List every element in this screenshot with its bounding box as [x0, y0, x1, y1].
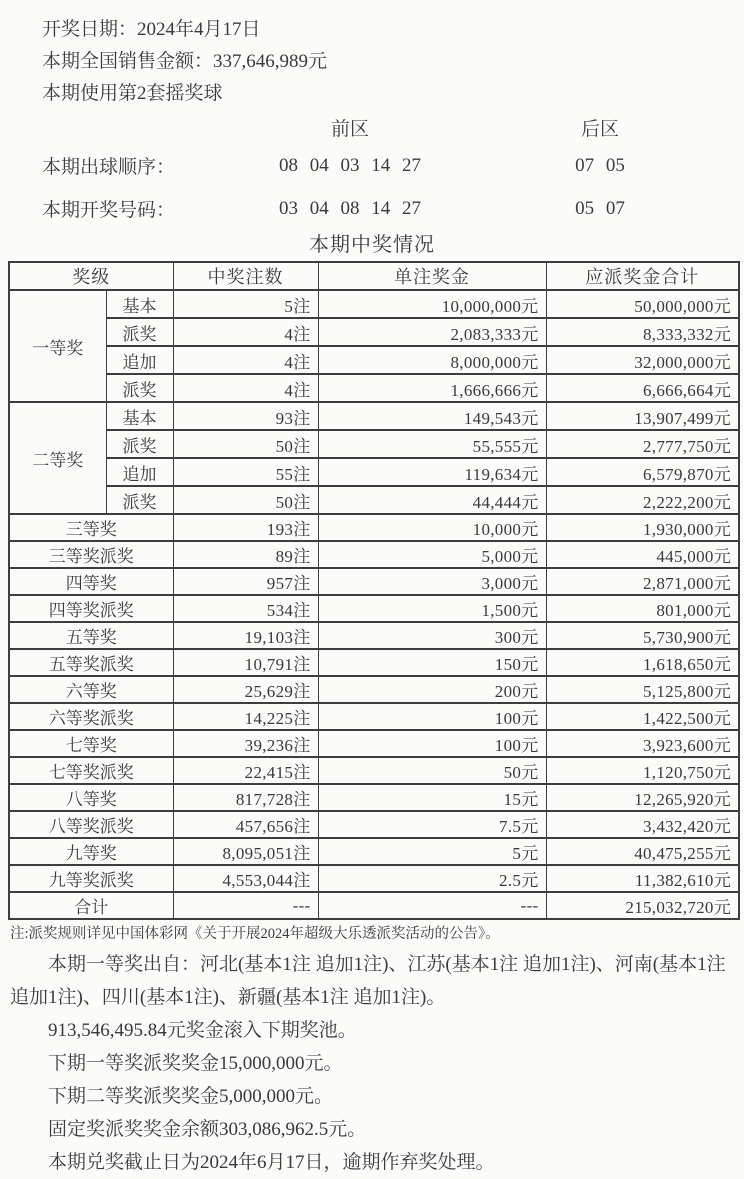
col-header-total-payout: 应派奖金合计	[546, 262, 739, 290]
bet-count-cell: 457,656注	[173, 811, 318, 838]
prize-per-bet-cell: 8,000,000元	[318, 346, 546, 374]
draw-order-row	[0, 144, 744, 187]
prize-level-label: 八等奖派奖	[9, 811, 173, 838]
table-row	[9, 374, 739, 402]
prize-level-label: 六等奖派奖	[9, 703, 173, 730]
prize-per-bet-cell: 149,543元	[318, 402, 546, 430]
total-payout-cell: 3,923,600元	[546, 730, 739, 757]
total-payout-cell: 12,265,920元	[546, 784, 739, 811]
footer-paragraph: 固定奖派奖奖金余额303,086,962.5元。	[48, 1119, 367, 1140]
prize-table-header-row	[9, 262, 739, 290]
prize-sub-label: 追加	[106, 458, 173, 486]
table-row	[9, 730, 739, 757]
table-row	[9, 458, 739, 486]
bet-count-cell: 89注	[173, 541, 318, 568]
table-row	[9, 622, 739, 649]
footer-paragraph: 本期兑奖截止日为2024年6月17日，逾期作弃奖处理。	[48, 1152, 495, 1173]
table-row	[9, 290, 739, 318]
bet-count-cell: 534注	[173, 595, 318, 622]
prize-level-label: 五等奖派奖	[9, 649, 173, 676]
prize-sub-label: 基本	[106, 402, 173, 430]
table-row	[9, 676, 739, 703]
prize-level-label: 四等奖	[9, 568, 173, 595]
footer-paragraph: 下期二等奖派奖奖金5,000,000元。	[48, 1086, 334, 1107]
total-payout-cell: 40,475,255元	[546, 838, 739, 865]
prize-table-title: 本期中奖情况	[309, 234, 435, 256]
draw-info-block	[0, 0, 744, 110]
front-zone-label: 前区	[330, 118, 369, 140]
prize-sub-label: 派奖	[106, 486, 173, 514]
prize-per-bet-cell: 3,000元	[318, 568, 546, 595]
bet-count-cell: ---	[173, 892, 318, 919]
total-payout-cell: 5,730,900元	[546, 622, 739, 649]
total-payout-cell: 3,432,420元	[546, 811, 739, 838]
total-payout-cell: 5,125,800元	[546, 676, 739, 703]
table-row	[9, 318, 739, 346]
table-row	[9, 486, 739, 514]
bet-count-cell: 957注	[173, 568, 318, 595]
prize-per-bet-cell: 10,000元	[318, 514, 546, 541]
prize-sub-label: 追加	[106, 346, 173, 374]
draw-order-label: 本期出球顺序：	[42, 157, 176, 178]
bet-count-cell: 50注	[173, 486, 318, 514]
bet-count-cell: 4注	[173, 346, 318, 374]
prize-per-bet-cell: 2,083,333元	[318, 318, 546, 346]
table-row	[9, 865, 739, 892]
bet-count-cell: 8,095,051注	[173, 838, 318, 865]
prize-level-label: 七等奖	[9, 730, 173, 757]
footer-paragraphs	[10, 948, 736, 1179]
table-row	[9, 346, 739, 374]
prize-level-label: 七等奖派奖	[9, 757, 173, 784]
table-row	[9, 811, 739, 838]
footer-paragraph: 下期一等奖派奖奖金15,000,000元。	[48, 1053, 343, 1074]
prize-per-bet-cell: 15元	[318, 784, 546, 811]
total-payout-cell: 445,000元	[546, 541, 739, 568]
total-payout-cell: 2,222,200元	[546, 486, 739, 514]
table-row	[9, 514, 739, 541]
draw-order-front-numbers: 08 04 03 14 27	[279, 154, 421, 176]
col-header-prize-level: 奖级	[9, 262, 173, 290]
bet-count-cell: 25,629注	[173, 676, 318, 703]
prize-table	[8, 261, 740, 920]
total-payout-cell: 1,120,750元	[546, 757, 739, 784]
prize-per-bet-cell: 200元	[318, 676, 546, 703]
prize-level-label: 九等奖	[9, 838, 173, 865]
total-payout-cell: 50,000,000元	[546, 290, 739, 318]
table-row	[9, 595, 739, 622]
table-row	[9, 649, 739, 676]
prize-per-bet-cell: 119,634元	[318, 458, 546, 486]
total-payout-cell: 215,032,720元	[546, 892, 739, 919]
prize-level-label: 六等奖	[9, 676, 173, 703]
back-zone-label: 后区	[580, 118, 619, 140]
prize-per-bet-cell: 5,000元	[318, 541, 546, 568]
prize-level-label: 三等奖	[9, 514, 173, 541]
winning-front-numbers: 03 04 08 14 27	[279, 197, 421, 219]
footer-paragraph: 913,546,495.84元奖金滚入下期奖池。	[48, 1020, 357, 1041]
total-payout-cell: 11,382,610元	[546, 865, 739, 892]
bet-count-cell: 55注	[173, 458, 318, 486]
prize-level-label: 九等奖派奖	[9, 865, 173, 892]
winning-numbers-row	[0, 187, 744, 230]
prize-sub-label: 派奖	[106, 318, 173, 346]
total-payout-cell: 13,907,499元	[546, 402, 739, 430]
prize-per-bet-cell: 10,000,000元	[318, 290, 546, 318]
prize-per-bet-cell: 1,666,666元	[318, 374, 546, 402]
bet-count-cell: 50注	[173, 430, 318, 458]
winning-numbers-label: 本期开奖号码：	[42, 200, 176, 221]
prize-level-label: 八等奖	[9, 784, 173, 811]
prize-per-bet-cell: 55,555元	[318, 430, 546, 458]
total-payout-cell: 1,422,500元	[546, 703, 739, 730]
prize-table-body	[9, 290, 739, 919]
zone-labels-row	[0, 110, 744, 144]
prize-level-label: 五等奖	[9, 622, 173, 649]
bet-count-cell: 5注	[173, 290, 318, 318]
prize-group-label: 二等奖	[9, 402, 106, 514]
prize-per-bet-cell: 2.5元	[318, 865, 546, 892]
table-row	[9, 568, 739, 595]
table-row	[9, 892, 739, 919]
bet-count-cell: 19,103注	[173, 622, 318, 649]
prize-level-label: 四等奖派奖	[9, 595, 173, 622]
table-row	[9, 784, 739, 811]
bet-count-cell: 4,553,044注	[173, 865, 318, 892]
sales-amount-line: 本期全国销售金额：337,646,989元	[42, 51, 328, 72]
prize-per-bet-cell: 150元	[318, 649, 546, 676]
bet-count-cell: 4注	[173, 374, 318, 402]
prize-level-label: 合计	[9, 892, 173, 919]
bet-count-cell: 93注	[173, 402, 318, 430]
footer-paragraph: 本期一等奖出自：河北(基本1注 追加1注)、江苏(基本1注 追加1注)、河南(基本1注 追加1注)、四川(基本1注)、新疆(基本1注 追加1注)。	[10, 954, 726, 1008]
draw-date-line: 开奖日期：2024年4月17日	[42, 19, 261, 40]
prize-per-bet-cell: 5元	[318, 838, 546, 865]
prize-per-bet-cell: 100元	[318, 730, 546, 757]
prize-sub-label: 派奖	[106, 430, 173, 458]
bet-count-cell: 39,236注	[173, 730, 318, 757]
table-row	[9, 541, 739, 568]
prize-sub-label: 基本	[106, 290, 173, 318]
prize-level-label: 三等奖派奖	[9, 541, 173, 568]
rules-note: 注:派奖规则详见中国体彩网《关于开展2024年超级大乐透派奖活动的公告》。	[10, 926, 500, 942]
prize-per-bet-cell: 7.5元	[318, 811, 546, 838]
total-payout-cell: 1,618,650元	[546, 649, 739, 676]
winning-back-numbers: 05 07	[575, 197, 625, 219]
total-payout-cell: 2,871,000元	[546, 568, 739, 595]
prize-per-bet-cell: ---	[318, 892, 546, 919]
total-payout-cell: 2,777,750元	[546, 430, 739, 458]
total-payout-cell: 8,333,332元	[546, 318, 739, 346]
bet-count-cell: 817,728注	[173, 784, 318, 811]
prize-group-label: 一等奖	[9, 290, 106, 402]
table-row	[9, 757, 739, 784]
bet-count-cell: 14,225注	[173, 703, 318, 730]
prize-per-bet-cell: 44,444元	[318, 486, 546, 514]
table-row	[9, 402, 739, 430]
bet-count-cell: 10,791注	[173, 649, 318, 676]
table-row	[9, 703, 739, 730]
table-row	[9, 430, 739, 458]
total-payout-cell: 32,000,000元	[546, 346, 739, 374]
col-header-bet-count: 中奖注数	[173, 262, 318, 290]
bet-count-cell: 4注	[173, 318, 318, 346]
table-row	[9, 838, 739, 865]
prize-per-bet-cell: 50元	[318, 757, 546, 784]
prize-per-bet-cell: 300元	[318, 622, 546, 649]
draw-order-back-numbers: 07 05	[575, 154, 625, 176]
prize-per-bet-cell: 1,500元	[318, 595, 546, 622]
prize-per-bet-cell: 100元	[318, 703, 546, 730]
bet-count-cell: 193注	[173, 514, 318, 541]
total-payout-cell: 6,666,664元	[546, 374, 739, 402]
col-header-prize-per-bet: 单注奖金	[318, 262, 546, 290]
ball-set-line: 本期使用第2套摇奖球	[42, 83, 223, 104]
prize-sub-label: 派奖	[106, 374, 173, 402]
bet-count-cell: 22,415注	[173, 757, 318, 784]
total-payout-cell: 6,579,870元	[546, 458, 739, 486]
total-payout-cell: 1,930,000元	[546, 514, 739, 541]
total-payout-cell: 801,000元	[546, 595, 739, 622]
